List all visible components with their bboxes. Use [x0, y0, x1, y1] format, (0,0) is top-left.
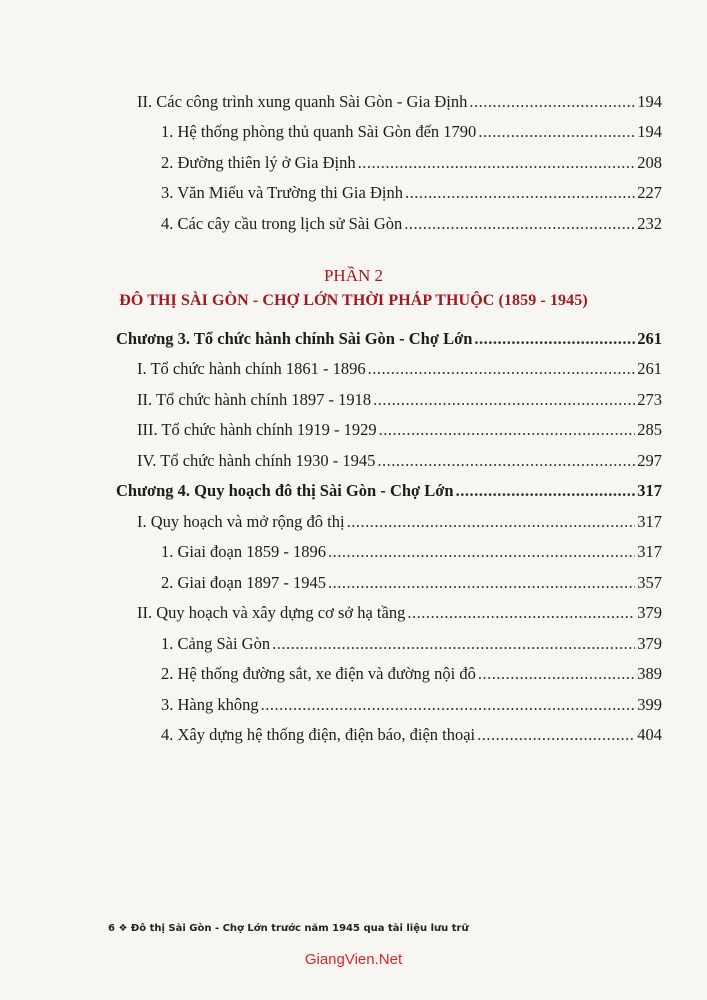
toc-page-number: 357: [637, 573, 662, 592]
toc-entry-label: I. Quy hoạch và mở rộng đô thị: [137, 512, 345, 531]
toc-entry[interactable]: [161, 572, 662, 594]
toc-page-number: 379: [637, 634, 662, 653]
toc-page-number: 208: [637, 153, 662, 172]
toc-entry-label: 1. Hệ thống phòng thủ quanh Sài Gòn đến 1790: [161, 122, 477, 141]
toc-entry-label: Chương 4. Quy hoạch đô thị Sài Gòn - Chợ Lớn: [116, 481, 454, 500]
toc-page-number: 379: [637, 603, 662, 622]
toc-entry-label: 3. Văn Miếu và Trường thi Gia Định: [161, 183, 403, 202]
toc-page-number: 297: [637, 451, 662, 470]
toc-entry[interactable]: [161, 213, 662, 235]
toc-entry-label: III. Tổ chức hành chính 1919 - 1929: [137, 420, 377, 439]
toc-page-number: 194: [637, 122, 662, 141]
dot-leader: [347, 511, 636, 533]
toc-entry-label: II. Các công trình xung quanh Sài Gòn - Gia Định: [137, 92, 468, 111]
toc-page-number: 389: [637, 664, 662, 683]
toc-page-number: 261: [637, 329, 662, 348]
toc-entry-label: IV. Tổ chức hành chính 1930 - 1945: [137, 451, 376, 470]
dot-leader: [469, 91, 635, 113]
toc-entry-label: 4. Các cây cầu trong lịch sử Sài Gòn: [161, 214, 403, 233]
toc-page-number: 194: [637, 92, 662, 111]
part-title: ĐÔ THỊ SÀI GÒN - CHỢ LỚN THỜI PHÁP THUỘC (1859 - 1945): [119, 292, 588, 309]
toc-entry[interactable]: [161, 694, 662, 716]
dot-leader: [405, 182, 635, 204]
toc-page-number: 317: [637, 512, 662, 531]
toc-chapter-entry[interactable]: [116, 480, 662, 502]
toc-entry[interactable]: [137, 419, 662, 441]
toc-entry[interactable]: [137, 91, 662, 113]
toc-entry[interactable]: [137, 511, 662, 533]
toc-entry-label: 1. Giai đoạn 1859 - 1896: [161, 542, 326, 561]
dot-leader: [474, 328, 635, 350]
dot-leader: [377, 450, 635, 472]
toc-page-number: 232: [637, 214, 662, 233]
toc-entry-label: I. Tổ chức hành chính 1861 - 1896: [137, 359, 366, 378]
toc-page-number: 399: [637, 695, 662, 714]
toc-entry[interactable]: [161, 724, 662, 746]
watermark-text: GiangVien.Net: [304, 951, 403, 968]
dot-leader: [477, 724, 635, 746]
toc-entry[interactable]: [137, 450, 662, 472]
toc-entry[interactable]: [161, 633, 662, 655]
toc-entry[interactable]: [137, 358, 662, 380]
dot-leader: [368, 358, 636, 380]
toc-entry-label: 2. Đường thiên lý ở Gia Định: [161, 153, 356, 172]
dot-leader: [261, 694, 636, 716]
toc-entry[interactable]: [161, 152, 662, 174]
dot-leader: [358, 152, 636, 174]
dot-leader: [272, 633, 635, 655]
dot-leader: [328, 572, 635, 594]
dot-leader: [478, 663, 635, 685]
toc-page-number: 404: [637, 725, 662, 744]
dot-leader: [379, 419, 636, 441]
toc-entry[interactable]: [137, 602, 662, 624]
toc-entry[interactable]: [161, 541, 662, 563]
part-label: PHẦN 2: [323, 266, 384, 285]
page-footer: 6 ❖ Đô thị Sài Gòn - Chợ Lớn trước năm 1945 qua tài liệu lưu trữ: [108, 923, 469, 934]
toc-entry-label: II. Quy hoạch và xây dựng cơ sở hạ tầng: [137, 603, 406, 622]
toc-page-number: 285: [637, 420, 662, 439]
dot-leader: [407, 602, 635, 624]
dot-leader: [456, 480, 636, 502]
toc-entry[interactable]: [161, 121, 662, 143]
toc-page-number: 317: [637, 542, 662, 561]
toc-entry-label: II. Tổ chức hành chính 1897 - 1918: [137, 390, 372, 409]
toc-page-number: 273: [637, 390, 662, 409]
toc-entry-label: 2. Giai đoạn 1897 - 1945: [161, 573, 326, 592]
toc-page-number: 317: [637, 481, 662, 500]
toc-entry-label: 3. Hàng không: [161, 695, 259, 714]
dot-leader: [328, 541, 635, 563]
toc-chapter-entry[interactable]: [116, 328, 662, 350]
toc-entry-label: 4. Xây dựng hệ thống điện, điện báo, điện thoại: [161, 725, 476, 744]
dot-leader: [478, 121, 635, 143]
dot-leader: [373, 389, 635, 411]
toc-entry[interactable]: [137, 389, 662, 411]
toc-page-number: 227: [637, 183, 662, 202]
toc-entry-label: 1. Cảng Sài Gòn: [161, 634, 271, 653]
toc-entry-label: 2. Hệ thống đường sắt, xe điện và đường nội đô: [161, 664, 476, 683]
dot-leader: [404, 213, 635, 235]
toc-page-number: 261: [637, 359, 662, 378]
toc-entry[interactable]: [161, 182, 662, 204]
toc-entry[interactable]: [161, 663, 662, 685]
toc-entry-label: Chương 3. Tổ chức hành chính Sài Gòn - Chợ Lớn: [116, 329, 473, 348]
